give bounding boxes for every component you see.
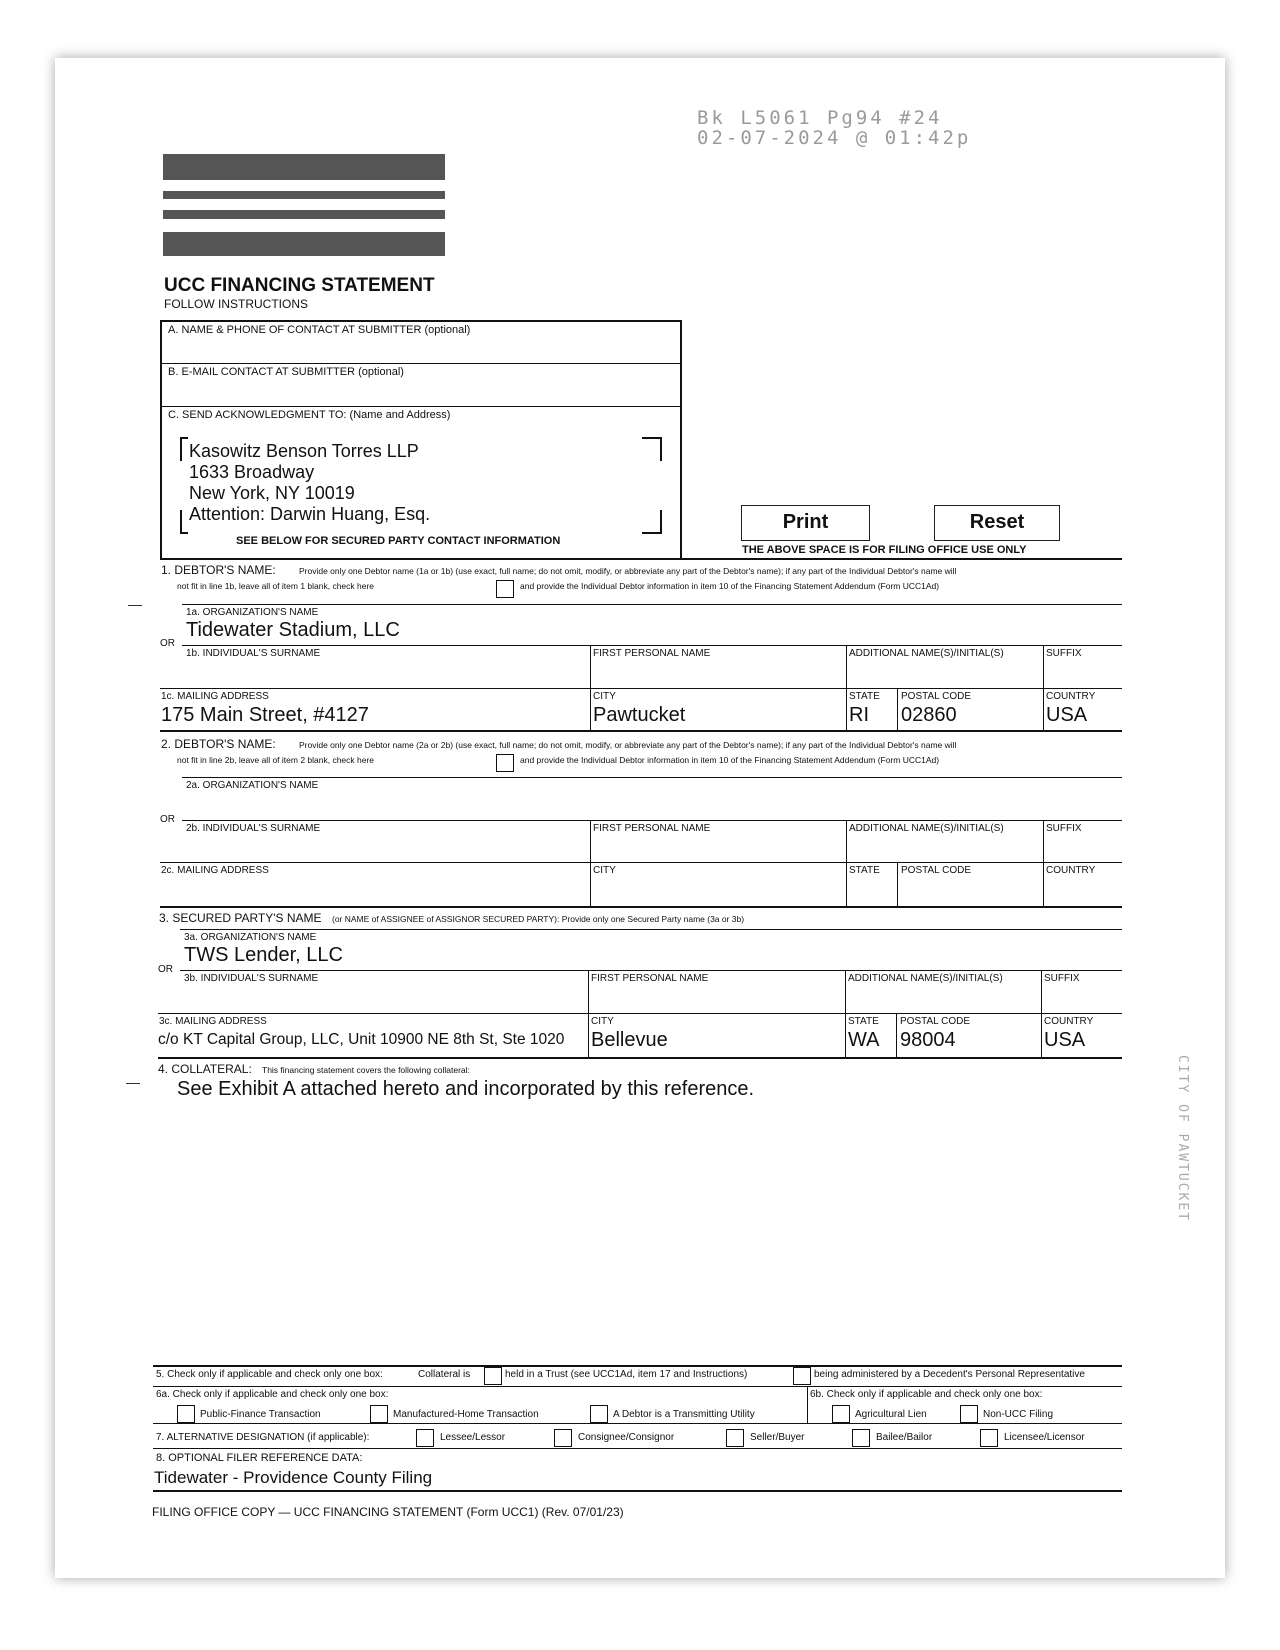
form-title: UCC FINANCING STATEMENT [164, 275, 435, 296]
or-label: OR [160, 638, 175, 649]
licensee-licensor-checkbox[interactable] [980, 1429, 998, 1447]
debtor2-instruction: and provide the Individual Debtor information in item 10 of the Financing Statement Addendum (Form UCC1Ad) [520, 755, 940, 765]
side-stamp: CITY OF PAWTUCKET [1175, 1055, 1190, 1223]
item5-collateral-is: Collateral is [418, 1369, 471, 1380]
bracket-corner [642, 437, 662, 461]
secured-country-label: COUNTRY [1044, 1016, 1094, 1027]
debtor2-instruction: not fit in line 2b, leave all of item 2 blank, check here [177, 755, 375, 765]
contact-c-label: C. SEND ACKNOWLEDGMENT TO: (Name and Address) [168, 409, 451, 421]
address-line: Attention: Darwin Huang, Esq. [189, 504, 431, 524]
or-label: OR [158, 964, 173, 975]
debtor2-postal-label: POSTAL CODE [901, 865, 972, 876]
address-line: Kasowitz Benson Torres LLP [189, 441, 419, 461]
debtor2-country-label: COUNTRY [1046, 865, 1096, 876]
item5-label: 5. Check only if applicable and check only one box: [156, 1369, 383, 1380]
debtor1-additional-label: ADDITIONAL NAME(S)/INITIAL(S) [849, 648, 1004, 659]
secured-postal-label: POSTAL CODE [900, 1016, 971, 1027]
address-line: New York, NY 10019 [189, 483, 355, 503]
bracket-corner [180, 437, 188, 461]
secured-additional-label: ADDITIONAL NAME(S)/INITIAL(S) [848, 973, 1003, 984]
debtor1-country-label: COUNTRY [1046, 691, 1096, 702]
transmitting-utility-label: A Debtor is a Transmitting Utility [613, 1409, 755, 1420]
secured-heading: 3. SECURED PARTY'S NAME [159, 911, 322, 925]
secured-city-label: CITY [591, 1016, 614, 1027]
margin-tick [128, 605, 142, 606]
bracket-corner [642, 510, 662, 534]
debtor1-mail-label: 1c. MAILING ADDRESS [161, 691, 269, 702]
debtor1-suffix-label: SUFFIX [1046, 648, 1082, 659]
see-below-note: SEE BELOW FOR SECURED PARTY CONTACT INFORMATION [236, 535, 561, 547]
debtor1-postal-value[interactable]: 02860 [901, 704, 957, 726]
licensee-licensor-label: Licensee/Licensor [1004, 1432, 1085, 1443]
filing-office-note: THE ABOVE SPACE IS FOR FILING OFFICE USE ONLY [742, 544, 1027, 556]
agricultural-lien-checkbox[interactable] [832, 1405, 850, 1423]
secured-city-value[interactable]: Bellevue [591, 1029, 668, 1051]
manufactured-home-label: Manufactured-Home Transaction [393, 1409, 539, 1420]
redaction-bar [163, 210, 445, 219]
acknowledgment-address [189, 441, 430, 525]
item6a-label: 6a. Check only if applicable and check only one box: [156, 1389, 389, 1400]
debtor1-heading: 1. DEBTOR'S NAME: [161, 563, 276, 577]
secured-surname-label: 3b. INDIVIDUAL'S SURNAME [184, 973, 319, 984]
debtor1-city-value[interactable]: Pawtucket [593, 704, 686, 726]
recording-stamp-line2: 02-07-2024 @ 01:42p [697, 127, 972, 149]
debtor1-instruction: Provide only one Debtor name (1a or 1b) (use exact, full name; do not omit, modify, or abbreviate any part of the Debtor's name); if any part of the Individual Debtor's name will [299, 566, 957, 576]
collateral-instruction: This financing statement covers the following collateral: [262, 1065, 470, 1075]
redaction-bar [163, 191, 445, 199]
secured-mail-value[interactable]: c/o KT Capital Group, LLC, Unit 10900 NE 8th St, Ste 1020 [158, 1031, 565, 1048]
public-finance-label: Public-Finance Transaction [200, 1409, 321, 1420]
contact-a-label: A. NAME & PHONE OF CONTACT AT SUBMITTER (optional) [168, 324, 471, 336]
collateral-heading: 4. COLLATERAL: [158, 1062, 252, 1076]
item8-value[interactable]: Tidewater - Providence County Filing [154, 1468, 433, 1487]
secured-state-value[interactable]: WA [848, 1029, 880, 1051]
secured-mail-label: 3c. MAILING ADDRESS [159, 1016, 267, 1027]
lessee-lessor-checkbox[interactable] [416, 1429, 434, 1447]
secured-first-label: FIRST PERSONAL NAME [591, 973, 709, 984]
debtor1-addendum-checkbox[interactable] [496, 580, 514, 598]
debtor1-mail-value[interactable]: 175 Main Street, #4127 [161, 704, 369, 726]
address-line: 1633 Broadway [189, 462, 315, 482]
item6b-label: 6b. Check only if applicable and check only one box: [810, 1389, 1043, 1400]
margin-tick [126, 1083, 140, 1084]
secured-suffix-label: SUFFIX [1044, 973, 1080, 984]
debtor1-org-value[interactable]: Tidewater Stadium, LLC [186, 619, 400, 641]
consignee-consignor-checkbox[interactable] [554, 1429, 572, 1447]
redaction-bar [163, 154, 445, 180]
debtor2-city-label: CITY [593, 865, 616, 876]
transmitting-utility-checkbox[interactable] [590, 1405, 608, 1423]
debtor1-first-label: FIRST PERSONAL NAME [593, 648, 711, 659]
public-finance-checkbox[interactable] [177, 1405, 195, 1423]
debtor1-country-value[interactable]: USA [1046, 704, 1088, 726]
secured-state-label: STATE [848, 1016, 879, 1027]
debtor2-org-label: 2a. ORGANIZATION'S NAME [186, 780, 319, 791]
item5-decedent-checkbox[interactable] [793, 1367, 811, 1385]
bailee-bailor-label: Bailee/Bailor [876, 1432, 933, 1443]
non-ucc-filing-label: Non-UCC Filing [983, 1409, 1054, 1420]
item5-trust-label: held in a Trust (see UCC1Ad, item 17 and Instructions) [505, 1369, 748, 1380]
debtor1-city-label: CITY [593, 691, 616, 702]
debtor1-instruction: not fit in line 1b, leave all of item 1 blank, check here [177, 581, 375, 591]
item5-decedent-label: being administered by a Decedent's Personal Representative [814, 1369, 1085, 1380]
bracket-corner [180, 510, 188, 534]
agricultural-lien-label: Agricultural Lien [855, 1409, 927, 1420]
collateral-value[interactable]: See Exhibit A attached hereto and incorporated by this reference. [177, 1078, 755, 1100]
recording-stamp-line1: Bk L5061 Pg94 #24 [697, 107, 943, 129]
consignee-consignor-label: Consignee/Consignor [578, 1432, 675, 1443]
debtor2-surname-label: 2b. INDIVIDUAL'S SURNAME [186, 823, 321, 834]
debtor1-postal-label: POSTAL CODE [901, 691, 972, 702]
print-button[interactable]: Print [741, 505, 870, 541]
debtor1-state-label: STATE [849, 691, 880, 702]
debtor2-additional-label: ADDITIONAL NAME(S)/INITIAL(S) [849, 823, 1004, 834]
non-ucc-filing-checkbox[interactable] [960, 1405, 978, 1423]
secured-org-value[interactable]: TWS Lender, LLC [184, 944, 343, 966]
reset-button[interactable]: Reset [934, 505, 1060, 541]
debtor1-instruction: and provide the Individual Debtor information in item 10 of the Financing Statement Addendum (Form UCC1Ad) [520, 581, 940, 591]
secured-org-label: 3a. ORGANIZATION'S NAME [184, 932, 317, 943]
secured-instruction: (or NAME of ASSIGNEE of ASSIGNOR SECURED PARTY): Provide only one Secured Party name (3a or 3b) [332, 914, 745, 924]
debtor1-state-value[interactable]: RI [849, 704, 869, 726]
debtor2-mail-label: 2c. MAILING ADDRESS [161, 865, 269, 876]
form-footer: FILING OFFICE COPY — UCC FINANCING STATEMENT (Form UCC1) (Rev. 07/01/23) [152, 1505, 624, 1519]
debtor2-instruction: Provide only one Debtor name (2a or 2b) (use exact, full name; do not omit, modify, or abbreviate any part of the Debtor's name); if any part of the Individual Debtor's name will [299, 740, 957, 750]
contact-b-label: B. E-MAIL CONTACT AT SUBMITTER (optional) [168, 366, 404, 378]
or-label: OR [160, 814, 175, 825]
lessee-lessor-label: Lessee/Lessor [440, 1432, 506, 1443]
manufactured-home-checkbox[interactable] [370, 1405, 388, 1423]
form-subtitle: FOLLOW INSTRUCTIONS [164, 297, 309, 311]
redaction-bar [163, 232, 445, 256]
item5-trust-checkbox[interactable] [484, 1367, 502, 1385]
secured-country-value[interactable]: USA [1044, 1029, 1086, 1051]
debtor2-heading: 2. DEBTOR'S NAME: [161, 737, 276, 751]
debtor2-first-label: FIRST PERSONAL NAME [593, 823, 711, 834]
item7-label: 7. ALTERNATIVE DESIGNATION (if applicable): [156, 1432, 370, 1443]
bailee-bailor-checkbox[interactable] [852, 1429, 870, 1447]
debtor2-state-label: STATE [849, 865, 880, 876]
seller-buyer-label: Seller/Buyer [750, 1432, 805, 1443]
debtor1-org-label: 1a. ORGANIZATION'S NAME [186, 607, 319, 618]
secured-postal-value[interactable]: 98004 [900, 1029, 956, 1051]
debtor2-addendum-checkbox[interactable] [496, 754, 514, 772]
debtor1-surname-label: 1b. INDIVIDUAL'S SURNAME [186, 648, 321, 659]
debtor2-suffix-label: SUFFIX [1046, 823, 1082, 834]
item8-label: 8. OPTIONAL FILER REFERENCE DATA: [156, 1452, 363, 1464]
seller-buyer-checkbox[interactable] [726, 1429, 744, 1447]
